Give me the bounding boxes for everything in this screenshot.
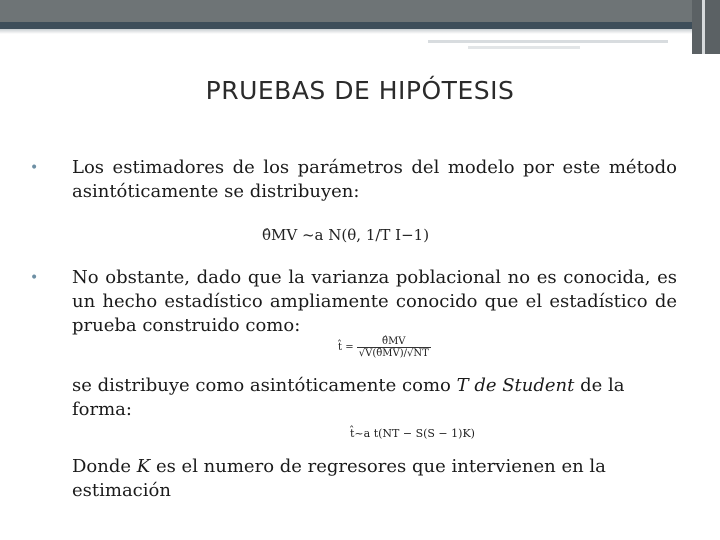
paragraph-regressors-a: Donde <box>72 456 137 477</box>
top-gray-bar <box>0 0 720 22</box>
decor-underline-a <box>428 40 668 43</box>
formula-asymptotic-distribution: θ̂MV ~a N(θ, 1/T I−1) <box>262 226 430 244</box>
right-corner-stripe <box>702 0 705 54</box>
paragraph-regressors <box>72 455 672 503</box>
formula-t-distribution: t̂~a t(NT − S(S − 1)K) <box>350 427 475 440</box>
bullet-dot-icon: • <box>30 160 39 176</box>
paragraph-distribution-b: de la forma: <box>72 375 625 420</box>
slide-title: PRUEBAS DE HIPÓTESIS <box>205 76 515 105</box>
top-shadow <box>0 29 720 34</box>
paragraph-distribution <box>72 374 672 422</box>
decor-underline-b <box>468 46 580 49</box>
bullet-dot-icon: • <box>30 270 39 286</box>
formula-t-statistic <box>338 336 431 359</box>
formula-t-fraction <box>357 336 431 359</box>
bullet-text-2: No obstante, dado que la varianza poblacional no es conocida, es un hecho estadístico ampliamente conocido que el estadístico de prueba construido como: <box>72 267 677 336</box>
paragraph-regressors-b: es el numero de regresores que intervienen en la estimación <box>72 456 606 501</box>
right-corner-block <box>692 0 720 54</box>
paragraph-regressors-k: K <box>136 456 151 477</box>
bullet-text-1: Los estimadores de los parámetros del modelo por este método asintóticamente se distribuyen: <box>72 157 677 202</box>
formula-t-lhs: t̂ = <box>338 342 354 353</box>
top-dark-bar <box>0 22 720 29</box>
paragraph-distribution-italic: T de Student <box>456 375 575 396</box>
paragraph-distribution-a: se distribuye como asintóticamente como <box>72 375 457 396</box>
formula-t-denominator: √V(θ̂MV)/√NT <box>358 348 429 359</box>
formula-t-numerator: θ̂MV <box>357 336 431 348</box>
